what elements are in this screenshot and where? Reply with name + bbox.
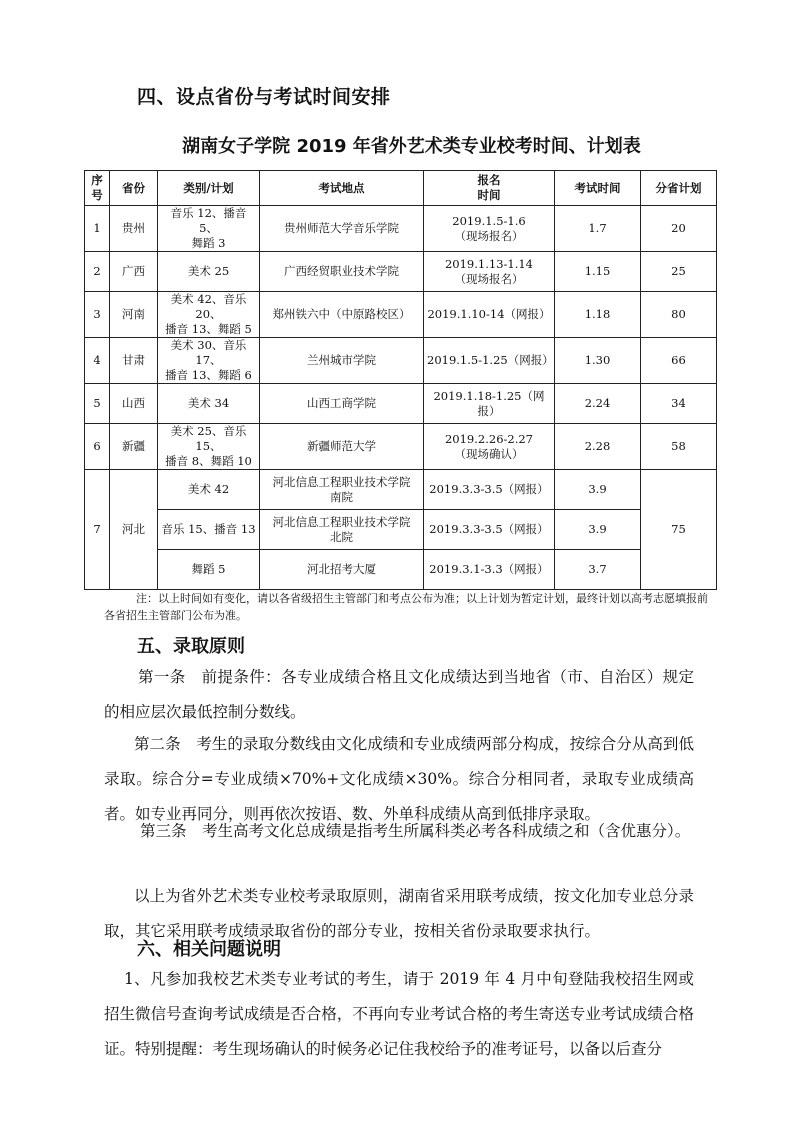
cell-no: 1 [85,206,110,252]
header-exam-time: 考试时间 [555,171,641,206]
cell-register: 2019.3.3-3.5（网报） [424,510,555,550]
cell-category [158,292,260,338]
cell-location-line: 河北信息工程职业技术学院 [272,514,411,529]
cell-location-line: 广西经贸职业技术学院 [284,264,399,278]
cell-category [158,338,260,384]
table-row-hebei [85,510,717,550]
table-row-hebei [85,470,717,510]
cell-plan: 80 [641,292,717,338]
cell-no: 5 [85,384,110,424]
paragraph-article-3: 第三条 考生高考文化总成绩是指考生所属科类必考各科成绩之和（含优惠分）。 [140,822,691,840]
exam-schedule-table [84,170,717,590]
cell-plan: 75 [641,470,717,590]
cell-plan: 25 [641,252,717,292]
cell-exam-time: 3.9 [555,470,641,510]
cell-category-line: 美术 34 [187,396,230,410]
cell-category [158,252,260,292]
table-note: 注：以上时间如有变化，请以各省级招生主管部门和考点公布为准；以上计划为暂定计划，最终计划以高考志愿填报前各省招生主管部门公布为准。 [104,592,708,622]
cell-register [424,292,555,338]
cell-no: 2 [85,252,110,292]
cell-location-line: 新疆师范大学 [307,439,376,453]
cell-category: 美术 42 [158,470,260,510]
cell-register-line: （现场确认） [454,446,524,461]
table-title: 湖南女子学院 2019 年省外艺术类专业校考时间、计划表 [182,136,641,157]
cell-province: 新疆 [110,424,158,470]
cell-category-line: 播音 13、舞蹈 5 [165,322,252,336]
cell-category-line: 美术 25 [187,264,230,278]
cell-exam-time: 2.28 [555,424,641,470]
cell-province: 甘肃 [110,338,158,384]
header-plan: 分省计划 [641,171,717,206]
paragraph-article-2: 第二条 考生的录取分数线由文化成绩和专业成绩两部分构成，按综合分从高到低录取。综合分=专业成绩×70%+文化成绩×30%。综合分相同者，录取专业成绩高者。如专业再同分，则再依次按语、数、外单科成绩从高到低排序录取。 [104,735,694,823]
cell-category-line: 舞蹈 3 [191,236,226,250]
cell-no: 6 [85,424,110,470]
cell-location [260,252,424,292]
cell-category-line: 美术 42、音乐 20、 [170,292,247,321]
cell-register-line: （现场报名） [454,228,524,243]
cell-exam-time: 3.7 [555,550,641,590]
cell-province: 河南 [110,292,158,338]
cell-location [260,424,424,470]
cell-location-line: 兰州城市学院 [307,353,376,367]
cell-plan: 20 [641,206,717,252]
cell-category: 音乐 15、播音 13 [158,510,260,550]
table-row [85,384,717,424]
cell-exam-time: 1.18 [555,292,641,338]
cell-category: 舞蹈 5 [158,550,260,590]
cell-province: 山西 [110,384,158,424]
cell-register-line: 2019.2.26-2.27 [444,431,534,446]
cell-location-line: 郑州铁六中（中原路校区） [272,307,411,321]
cell-exam-time: 3.9 [555,510,641,550]
table-header-row [85,171,717,206]
cell-province: 河北 [110,470,158,590]
cell-location-line: 河北招考大厦 [307,562,376,576]
cell-no: 3 [85,292,110,338]
table-row [85,338,717,384]
cell-category-line: 播音 8、舞蹈 10 [165,454,252,468]
cell-register-line: 2019.1.10-14（网报） [427,307,551,321]
cell-register [424,424,555,470]
cell-exam-time: 1.15 [555,252,641,292]
cell-register [424,206,555,252]
cell-location [260,384,424,424]
cell-register-line: （现场报名） [454,271,524,286]
cell-no: 4 [85,338,110,384]
cell-plan: 66 [641,338,717,384]
cell-category [158,384,260,424]
cell-register: 2019.3.1-3.3（网报） [424,550,555,590]
cell-location-line: 河北信息工程职业技术学院 [272,474,411,489]
cell-category [158,206,260,252]
cell-location-line: 贵州师范大学音乐学院 [284,221,399,235]
cell-location [260,550,424,590]
cell-register [424,338,555,384]
cell-category-line: 播音 13、舞蹈 6 [165,368,252,382]
cell-category-line: 美术 30、音乐 17、 [170,338,247,367]
header-location: 考试地点 [260,171,424,206]
cell-exam-time: 1.30 [555,338,641,384]
cell-location [260,470,424,510]
cell-location-line: 南院 [330,489,353,504]
section-6-heading: 六、相关问题说明 [137,939,281,960]
cell-register: 2019.3.3-3.5（网报） [424,470,555,510]
cell-register [424,384,555,424]
cell-register-line: 2019.1.5-1.6 [452,213,526,228]
cell-location-line: 北院 [330,529,353,544]
cell-location [260,206,424,252]
section-4-heading: 四、设点省份与考试时间安排 [137,86,391,108]
cell-exam-time: 2.24 [555,384,641,424]
header-register: 报名 时间 [424,171,555,206]
cell-register-line: 2019.1.18-1.25（网报） [433,388,545,418]
table-row [85,206,717,252]
header-province: 省份 [110,171,158,206]
table-row [85,292,717,338]
table-row [85,424,717,470]
cell-category-line: 音乐 12、播音 5、 [170,206,247,235]
cell-no: 7 [85,470,110,590]
paragraph-summary: 以上为省外艺术类专业校考录取原则，湖南省采用联考成绩，按文化加专业总分录取，其它采用联考成绩录取省份的部分专业，按相关省份录取要求执行。 [104,887,694,940]
cell-register-line: 2019.1.5-1.25（网报） [427,353,554,367]
header-category: 类别/计划 [158,171,260,206]
cell-province: 广西 [110,252,158,292]
cell-province: 贵州 [110,206,158,252]
header-no: 序 号 [85,171,110,206]
cell-exam-time: 1.7 [555,206,641,252]
cell-plan: 34 [641,384,717,424]
cell-location [260,292,424,338]
table-row-hebei [85,550,717,590]
cell-location [260,510,424,550]
table-row [85,252,717,292]
cell-location [260,338,424,384]
section-5-heading: 五、录取原则 [137,636,245,657]
cell-register [424,252,555,292]
cell-register-line: 2019.1.13-1.14 [444,256,534,271]
cell-plan: 58 [641,424,717,470]
paragraph-item-1: 1、凡参加我校艺术类专业考试的考生，请于 2019 年 4 月中旬登陆我校招生网或招生微信号查询考试成绩是否合格，不再向专业考试合格的考生寄送专业考试成绩合格证。特别提醒：考生现场确认的时候务必记住我校给予的准考证号，以备以后查分 [104,970,694,1058]
cell-location-line: 山西工商学院 [307,396,376,410]
cell-category [158,424,260,470]
cell-category-line: 美术 25、音乐 15、 [170,424,247,453]
paragraph-article-1: 第一条 前提条件：各专业成绩合格且文化成绩达到当地省（市、自治区）规定的相应层次最低控制分数线。 [104,668,694,721]
